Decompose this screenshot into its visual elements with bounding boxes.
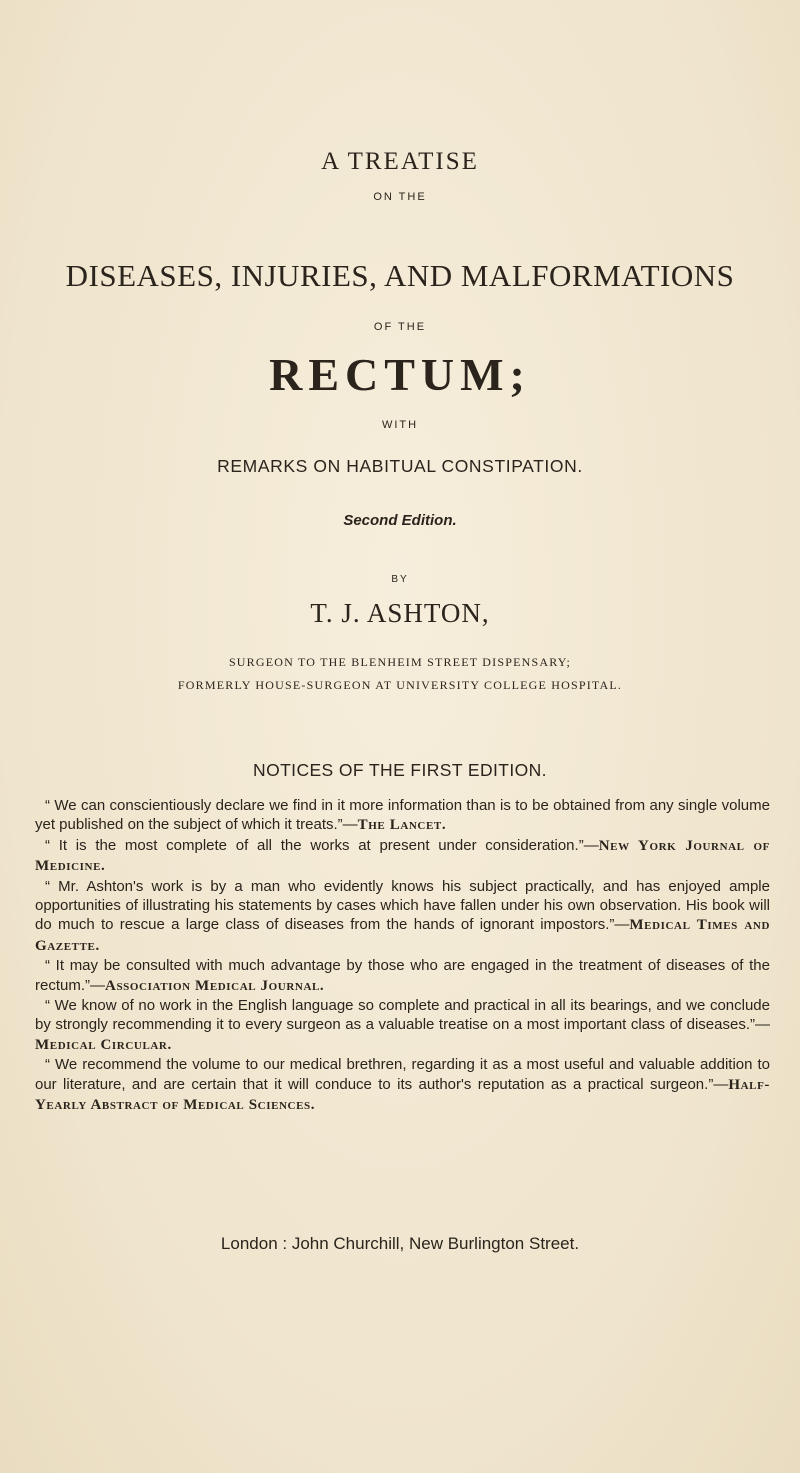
author-position-1: SURGEON TO THE BLENHEIM STREET DISPENSARY; [228,655,572,669]
notice-source: New York Journal of Medicine. [35,837,770,875]
notice-text: “ It may be consulted with much advantage by those who are engaged in the treatment of diseases of the rectum.”— [35,957,770,994]
notice-source: Medical Times and Gazette. [35,917,770,954]
notice-item [35,956,770,996]
notice-item [35,996,770,1055]
author-name: T. J. ASHTON, [310,598,490,628]
notice-item [35,836,770,877]
notice-source: Medical Circular. [35,1036,172,1053]
notice-text: “ We know of no work in the English language so complete and practical in all its bearings, and we conclude by strongly recommending it to every surgeon as a valuable treatise on a most important class of diseases.”— [35,997,770,1034]
notice-item [35,796,770,836]
publisher-imprint: London : John Churchill, New Burlington Street. [220,1234,580,1253]
notice-text: “ Mr. Ashton's work is by a man who evidently knows his subject practically, and has enjoyed ample opportunities of illustrating his statements by cases which have fallen under his own observation. His book will do much to rescue a large class of diseases from the hands of ignorant impostors.”— [35,877,770,934]
heading-diseases: DISEASES, INJURIES, AND MALFORMATIONS [65,258,735,293]
notice-source: Half-Yearly Abstract of Medical Sciences. [35,1076,770,1114]
heading-on-the: ON THE [373,191,427,203]
notice-text: “ It is the most complete of all the works at present under consideration.”— [45,836,599,854]
notices-list [35,796,770,1116]
heading-with: WITH [381,419,419,431]
notice-source: The Lancet. [357,817,447,834]
notice-item [35,877,770,957]
author-position-2: FORMERLY HOUSE-SURGEON AT UNIVERSITY COLLEGE HOSPITAL. [177,678,623,692]
notice-text: “ We recommend the volume to our medical brethren, regarding it as a most useful and valuable addition to our literature, and are certain that it will conduce to its author's reputation as a practical surgeon.”— [35,1056,770,1093]
notice-text: “ We can conscientiously declare we find in it more information than is to be obtained from any single volume yet published on the subject of which it treats.”— [35,797,770,834]
subtitle-remarks: REMARKS ON HABITUAL CONSTIPATION. [217,456,583,476]
notice-item [35,1055,770,1115]
notice-source: Association Medical Journal. [105,977,325,994]
heading-rectum: RECTUM; [269,349,531,400]
by-label: BY [391,574,409,585]
edition-label: Second Edition. [343,512,457,529]
heading-of-the: OF THE [373,321,427,333]
heading-a-treatise: A TREATISE [321,148,479,175]
notices-heading: NOTICES OF THE FIRST EDITION. [253,760,547,780]
